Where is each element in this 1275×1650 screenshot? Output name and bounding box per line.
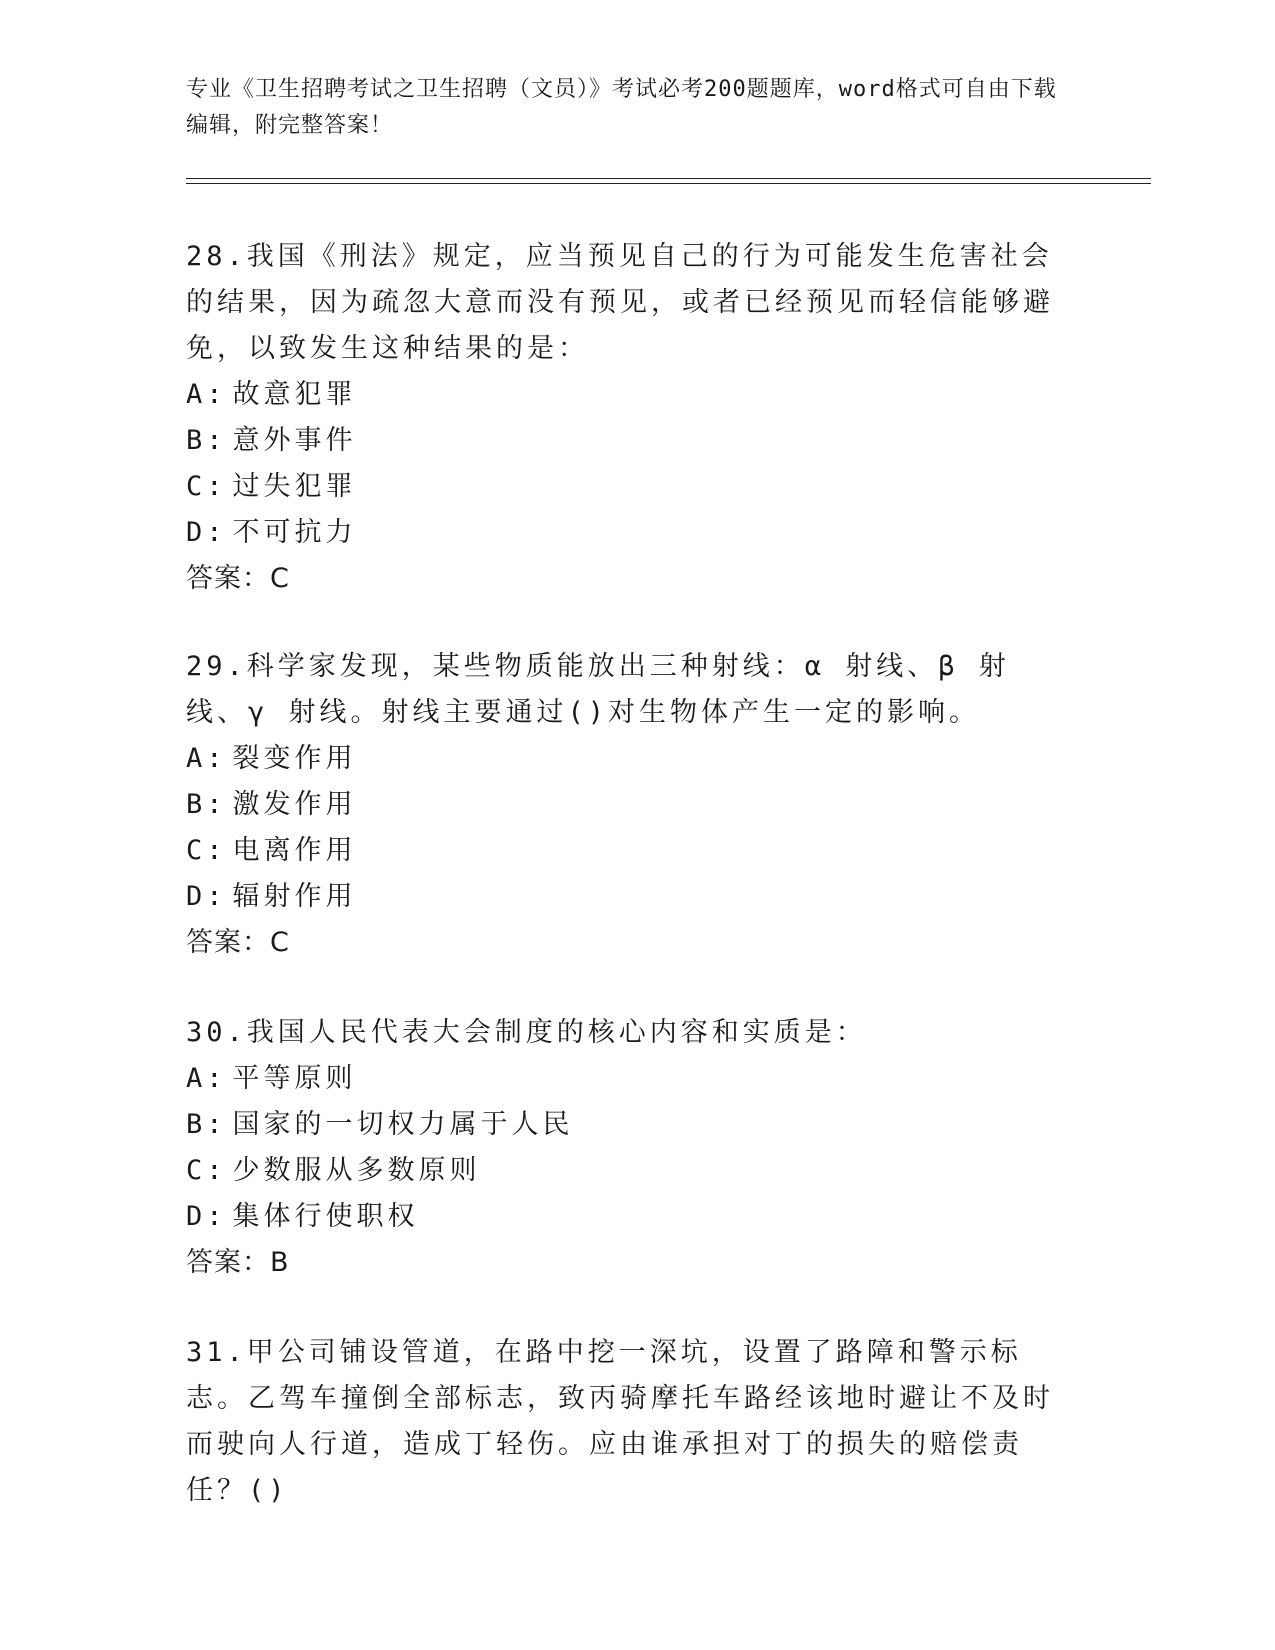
option-text: 过失犯罪 (232, 471, 357, 502)
question-30 (186, 1010, 1066, 1286)
option-c (186, 464, 1066, 510)
option-letter: B: (186, 789, 227, 820)
option-text: 意外事件 (232, 425, 357, 456)
option-text: 辐射作用 (232, 881, 357, 912)
question-31 (186, 1330, 1066, 1514)
question-stem: 31.甲公司铺设管道，在路中挖一深坑，设置了路障和警示标志。乙驾车撞倒全部标志，致丙骑摩托车路经该地时避让不及时而驶向人行道，造成丁轻伤。应由谁承担对丁的损失的赔偿责任？() (186, 1337, 1054, 1506)
question-stem: 29.科学家发现，某些物质能放出三种射线：α 射线、β 射线、γ 射线。射线主要通过()对生物体产生一定的影响。 (186, 651, 1010, 728)
option-letter: A: (186, 1063, 227, 1094)
option-letter: D: (186, 517, 227, 548)
option-c (186, 828, 1066, 874)
answer-line: 答案：C (186, 563, 290, 594)
option-letter: C: (186, 471, 227, 502)
option-letter: D: (186, 1201, 227, 1232)
answer-line: 答案：C (186, 927, 290, 958)
answer-line: 答案：B (186, 1247, 290, 1278)
option-d (186, 1194, 1066, 1240)
option-text: 激发作用 (232, 789, 357, 820)
option-letter: B: (186, 425, 227, 456)
option-a (186, 1056, 1066, 1102)
option-text: 裂变作用 (232, 743, 357, 774)
option-text: 电离作用 (232, 835, 357, 866)
header-rule-bottom (186, 183, 1151, 184)
option-text: 少数服从多数原则 (232, 1155, 481, 1186)
option-b (186, 1102, 1066, 1148)
option-text: 不可抗力 (232, 517, 357, 548)
option-text: 国家的一切权力属于人民 (232, 1109, 574, 1140)
option-letter: A: (186, 743, 227, 774)
option-a (186, 372, 1066, 418)
option-letter: C: (186, 1155, 227, 1186)
question-28 (186, 234, 1066, 602)
option-letter: B: (186, 1109, 227, 1140)
question-stem: 30.我国人民代表大会制度的核心内容和实质是： (186, 1017, 867, 1048)
option-b (186, 418, 1066, 464)
option-text: 平等原则 (232, 1063, 357, 1094)
option-c (186, 1148, 1066, 1194)
header-rule-top (186, 178, 1151, 179)
option-a (186, 736, 1066, 782)
question-29 (186, 644, 1066, 966)
option-letter: A: (186, 379, 227, 410)
option-letter: C: (186, 835, 227, 866)
question-stem: 28.我国《刑法》规定，应当预见自己的行为可能发生危害社会的结果，因为疏忽大意而没有预见，或者已经预见而轻信能够避免，以致发生这种结果的是： (186, 241, 1054, 364)
document-header: 专业《卫生招聘考试之卫生招聘（文员）》考试必考200题题库，word格式可自由下载编辑，附完整答案！ (186, 77, 1057, 138)
option-text: 集体行使职权 (232, 1201, 419, 1232)
option-letter: D: (186, 881, 227, 912)
option-b (186, 782, 1066, 828)
option-d (186, 874, 1066, 920)
option-text: 故意犯罪 (232, 379, 357, 410)
option-d (186, 510, 1066, 556)
